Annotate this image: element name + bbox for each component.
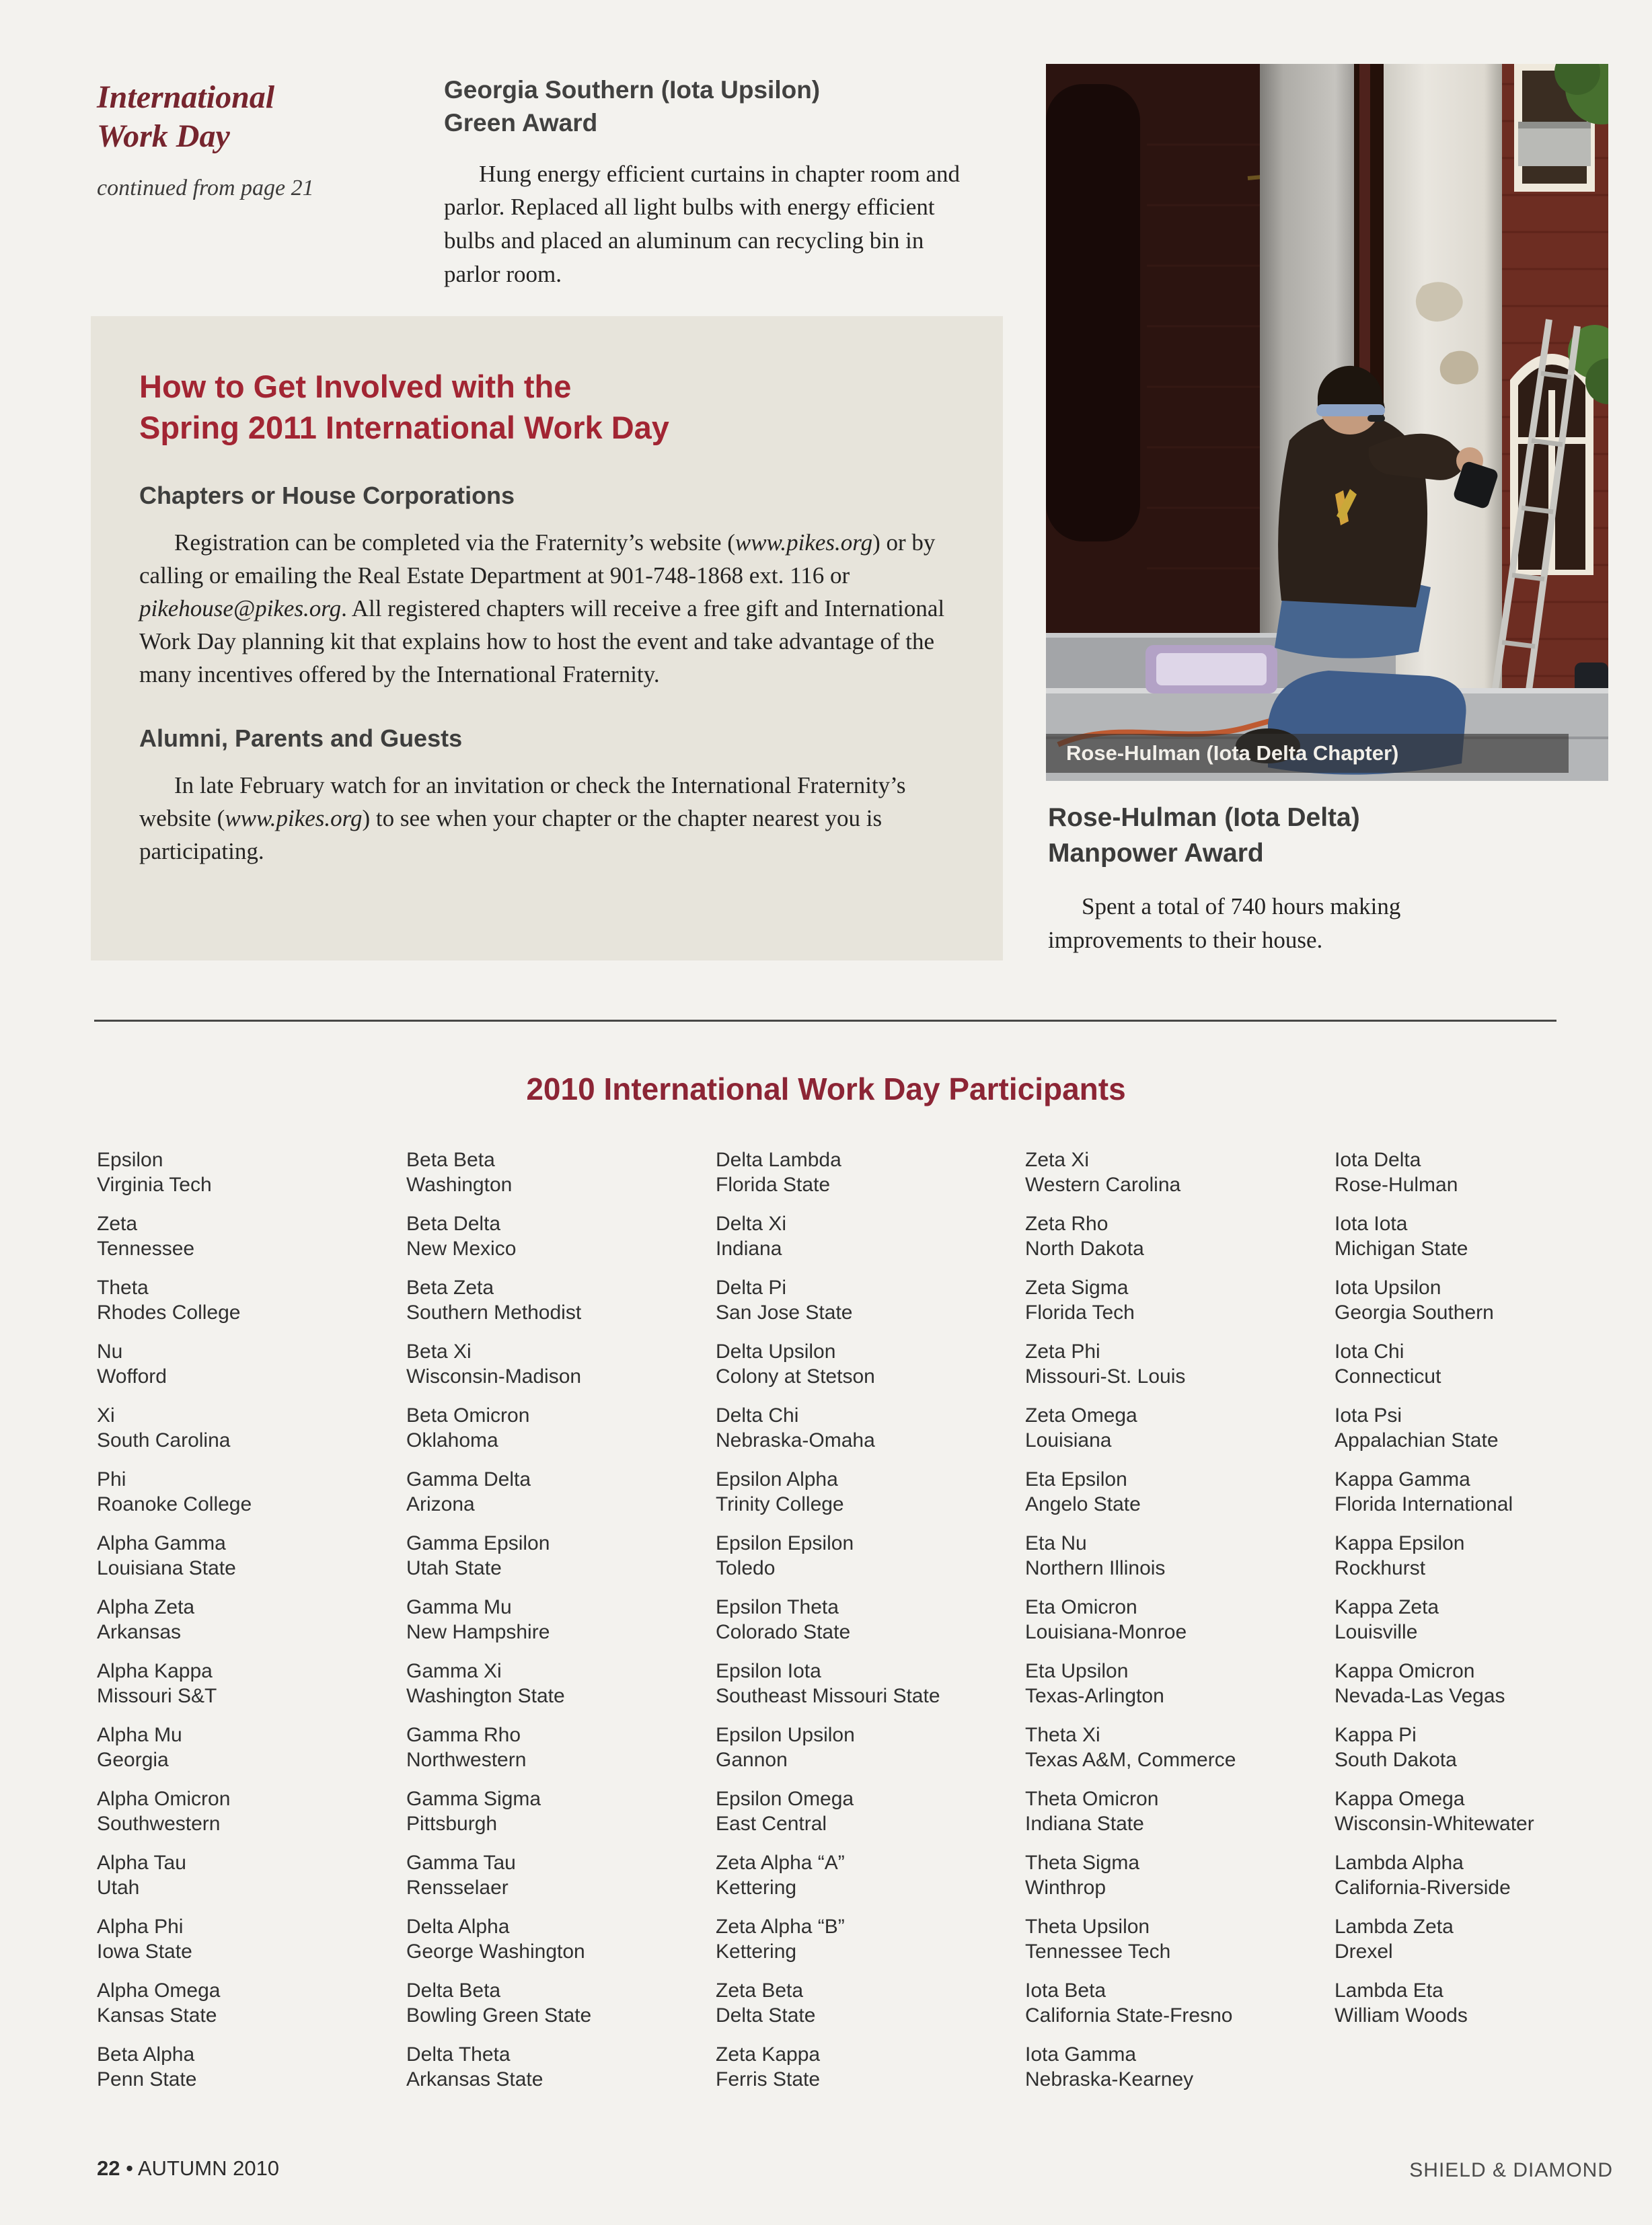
school-name: Nebraska-Omaha [716, 1429, 875, 1451]
chapter-name: Kappa Gamma [1335, 1468, 1470, 1491]
chapter-name: Theta Upsilon [1025, 1916, 1150, 1938]
school-name: Virginia Tech [97, 1174, 212, 1196]
school-name: North Dakota [1025, 1238, 1144, 1260]
school-name: Kettering [716, 1877, 797, 1899]
school-name: Southwestern [97, 1813, 221, 1835]
photo-caption: Rose-Hulman (Iota Delta Chapter) [1046, 734, 1569, 773]
school-name: Colorado State [716, 1621, 851, 1643]
chapter-name: Zeta Xi [1025, 1149, 1090, 1171]
participants-grid [97, 1147, 1645, 2106]
chapter-name: Zeta Alpha “A” [716, 1852, 845, 1874]
participant-entry [406, 1850, 716, 1900]
participant-entry [1335, 1850, 1644, 1900]
chapter-name: Iota Gamma [1025, 2043, 1137, 2066]
participants-title: 2010 International Work Day Participants [526, 1071, 1126, 1106]
school-name: Louisiana [1025, 1429, 1112, 1451]
how-to-get-involved-box [91, 316, 1003, 960]
chapter-name: Delta Lambda [716, 1149, 841, 1171]
green-award-body: Hung energy efficient curtains in chapter room and parlor. Replaced all light bulbs with energy efficient bulbs and placed an aluminum can recycling bin in parlor room. [444, 160, 960, 287]
chapter-name: Alpha Zeta [97, 1596, 195, 1618]
participants-column [406, 1147, 716, 2106]
chapter-name: Delta Upsilon [716, 1341, 836, 1363]
school-name: Delta State [716, 2004, 816, 2027]
school-name: Kansas State [97, 2004, 217, 2027]
article-title-line2: Work Day [97, 118, 230, 154]
chapter-name: Gamma Xi [406, 1660, 502, 1682]
chapter-name: Delta Chi [716, 1404, 799, 1427]
chapter-name: Zeta Alpha “B” [716, 1916, 845, 1938]
participant-entry [716, 1211, 1025, 1261]
school-name: Rensselaer [406, 1877, 509, 1899]
chapter-name: Theta Omicron [1025, 1788, 1159, 1810]
chapter-name: Kappa Epsilon [1335, 1532, 1465, 1554]
school-name: Louisiana State [97, 1557, 236, 1579]
chapter-name: Phi [97, 1468, 126, 1491]
participant-entry [1335, 1723, 1644, 1772]
school-name: New Mexico [406, 1238, 517, 1260]
participant-entry [716, 1339, 1025, 1389]
footer-separator: • [126, 2156, 133, 2180]
chapter-name: Beta Alpha [97, 2043, 195, 2066]
chapter-name: Kappa Pi [1335, 1724, 1417, 1746]
chapter-name: Gamma Epsilon [406, 1532, 550, 1554]
school-name: San Jose State [716, 1302, 853, 1324]
chapter-name: Beta Zeta [406, 1277, 494, 1299]
chapter-name: Iota Delta [1335, 1149, 1421, 1171]
chapter-name: Theta Xi [1025, 1724, 1100, 1746]
participant-entry [716, 1595, 1025, 1645]
alumni-subhead: Alumni, Parents and Guests [139, 724, 463, 753]
chapter-name: Eta Omicron [1025, 1596, 1137, 1618]
participant-entry [406, 1659, 716, 1708]
participant-entry [1335, 1531, 1644, 1581]
school-name: Georgia [97, 1749, 169, 1771]
chapter-name: Delta Xi [716, 1213, 787, 1235]
participant-entry [1335, 1275, 1644, 1325]
chapter-name: Alpha Kappa [97, 1660, 213, 1682]
chapter-name: Kappa Omega [1335, 1788, 1465, 1810]
chapter-name: Beta Omicron [406, 1404, 530, 1427]
participant-entry [1335, 1147, 1644, 1197]
school-name: George Washington [406, 1940, 585, 1963]
school-name: Drexel [1335, 1940, 1393, 1963]
participant-entry [97, 2042, 406, 2092]
school-name: East Central [716, 1813, 827, 1835]
participant-entry [97, 1595, 406, 1645]
school-name: Utah [97, 1877, 140, 1899]
participant-entry [97, 1723, 406, 1772]
participant-entry [716, 1850, 1025, 1900]
participant-entry [1025, 1339, 1335, 1389]
participant-entry [97, 1211, 406, 1261]
green-award-heading [444, 74, 996, 140]
participants-column [97, 1147, 406, 2106]
school-name: Connecticut [1335, 1365, 1441, 1388]
chapter-name: Delta Beta [406, 1979, 501, 2002]
school-name: Gannon [716, 1749, 788, 1771]
school-name: Texas-Arlington [1025, 1685, 1164, 1707]
school-name: Rockhurst [1335, 1557, 1426, 1579]
chapter-name: Nu [97, 1341, 123, 1363]
participant-entry [1335, 1659, 1644, 1708]
school-name: Michigan State [1335, 1238, 1468, 1260]
participant-entry [406, 1403, 716, 1453]
participant-entry [406, 1275, 716, 1325]
school-name: Arizona [406, 1493, 475, 1515]
participant-entry [97, 1275, 406, 1325]
chapter-name: Delta Alpha [406, 1916, 510, 1938]
chapter-name: Iota Iota [1335, 1213, 1408, 1235]
school-name: Angelo State [1025, 1493, 1141, 1515]
school-name: South Carolina [97, 1429, 231, 1451]
chapter-name: Iota Psi [1335, 1404, 1402, 1427]
chapter-name: Alpha Omicron [97, 1788, 231, 1810]
school-name: Louisiana-Monroe [1025, 1621, 1187, 1643]
chapter-name: Iota Upsilon [1335, 1277, 1441, 1299]
participant-entry [97, 1147, 406, 1197]
school-name: Rose-Hulman [1335, 1174, 1458, 1196]
participants-column [716, 1147, 1025, 2106]
school-name: Florida International [1335, 1493, 1513, 1515]
participant-entry [406, 1531, 716, 1581]
article-title-line1: International [97, 79, 275, 115]
chapter-name: Delta Theta [406, 2043, 511, 2066]
school-name: Trinity College [716, 1493, 844, 1515]
participant-entry [406, 1786, 716, 1836]
manpower-body: Spent a total of 740 hours making improvements to their house. [1048, 893, 1401, 953]
participant-entry [1025, 1595, 1335, 1645]
school-name: Indiana State [1025, 1813, 1144, 1835]
work-day-photo-figure [1046, 64, 1608, 781]
participant-entry [716, 1786, 1025, 1836]
participant-entry [716, 1147, 1025, 1197]
chapter-name: Theta [97, 1277, 149, 1299]
school-name: Oklahoma [406, 1429, 498, 1451]
green-award-heading-line2: Green Award [444, 108, 598, 137]
participant-entry [1335, 1978, 1644, 2028]
school-name: Penn State [97, 2068, 197, 2090]
school-name: William Woods [1335, 2004, 1468, 2027]
participant-entry [406, 1914, 716, 1964]
school-name: Western Carolina [1025, 1174, 1181, 1196]
participant-entry [406, 1211, 716, 1261]
school-name: Pittsburgh [406, 1813, 498, 1835]
participant-entry [97, 1531, 406, 1581]
participant-entry [1025, 1978, 1335, 2028]
chapter-name: Lambda Eta [1335, 1979, 1443, 2002]
participant-entry [716, 1914, 1025, 1964]
participant-entry [406, 2042, 716, 2092]
participant-entry [1335, 1467, 1644, 1517]
school-name: Kettering [716, 1940, 797, 1963]
involved-box-heading-line2: Spring 2011 International Work Day [139, 410, 669, 446]
chapter-name: Alpha Mu [97, 1724, 182, 1746]
chapter-name: Alpha Phi [97, 1916, 184, 1938]
participant-entry [1025, 1723, 1335, 1772]
chapter-name: Epsilon Epsilon [716, 1532, 854, 1554]
participant-entry [716, 1659, 1025, 1708]
school-name: Winthrop [1025, 1877, 1106, 1899]
school-name: Appalachian State [1335, 1429, 1499, 1451]
green-award-section [444, 74, 996, 291]
chapter-name: Alpha Omega [97, 1979, 221, 2002]
chapter-name: Alpha Gamma [97, 1532, 226, 1554]
chapter-name: Theta Sigma [1025, 1852, 1140, 1874]
school-name: Wisconsin-Madison [406, 1365, 582, 1388]
school-name: Iowa State [97, 1940, 192, 1963]
participant-entry [1335, 1786, 1644, 1836]
chapter-name: Epsilon Theta [716, 1596, 839, 1618]
participant-entry [716, 1978, 1025, 2028]
participant-entry [1025, 1467, 1335, 1517]
chapter-name: Lambda Zeta [1335, 1916, 1454, 1938]
work-day-photo [1046, 64, 1608, 781]
chapter-name: Zeta Phi [1025, 1341, 1100, 1363]
chapter-name: Eta Upsilon [1025, 1660, 1129, 1682]
school-name: Louisville [1335, 1621, 1418, 1643]
participant-entry [406, 1339, 716, 1389]
participant-entry [97, 1659, 406, 1708]
chapter-name: Gamma Delta [406, 1468, 531, 1491]
participant-entry [1025, 1531, 1335, 1581]
participant-entry [97, 1914, 406, 1964]
school-name: Utah State [406, 1557, 502, 1579]
school-name: Northwestern [406, 1749, 527, 1771]
page-number: 22 [97, 2156, 120, 2180]
school-name: California-Riverside [1335, 1877, 1511, 1899]
participant-entry [97, 1467, 406, 1517]
participant-entry [716, 1723, 1025, 1772]
school-name: Bowling Green State [406, 2004, 592, 2027]
school-name: Washington State [406, 1685, 565, 1707]
chapter-name: Zeta Sigma [1025, 1277, 1129, 1299]
participant-entry [1025, 1659, 1335, 1708]
chapter-name: Gamma Rho [406, 1724, 521, 1746]
manpower-heading [1048, 800, 1532, 871]
chapter-name: Zeta Rho [1025, 1213, 1109, 1235]
school-name: Toledo [716, 1557, 776, 1579]
participants-column [1025, 1147, 1335, 2106]
chapter-name: Zeta Beta [716, 1979, 804, 2002]
participant-entry [1025, 1275, 1335, 1325]
school-name: Arkansas [97, 1621, 182, 1643]
participant-entry [1025, 2042, 1335, 2092]
school-name: Indiana [716, 1238, 782, 1260]
participant-entry [97, 1850, 406, 1900]
participant-entry [716, 1403, 1025, 1453]
footer-issue: AUTUMN 2010 [137, 2156, 280, 2180]
participant-entry [1335, 1595, 1644, 1645]
participant-entry [97, 1978, 406, 2028]
chapters-subhead: Chapters or House Corporations [139, 482, 515, 510]
school-name: Rhodes College [97, 1302, 241, 1324]
chapter-name: Delta Pi [716, 1277, 787, 1299]
chapter-name: Iota Chi [1335, 1341, 1404, 1363]
chapter-name: Epsilon Upsilon [716, 1724, 855, 1746]
participant-entry [406, 1595, 716, 1645]
manpower-heading-line2: Manpower Award [1048, 838, 1264, 868]
chapter-name: Epsilon [97, 1149, 163, 1171]
chapter-name: Gamma Mu [406, 1596, 512, 1618]
participant-entry [406, 1723, 716, 1772]
participant-entry [1335, 1339, 1644, 1389]
article-title [97, 78, 413, 155]
school-name: Texas A&M, Commerce [1025, 1749, 1236, 1771]
green-award-heading-line1: Georgia Southern (Iota Upsilon) [444, 76, 821, 104]
chapter-name: Epsilon Omega [716, 1788, 854, 1810]
school-name: Roanoke College [97, 1493, 252, 1515]
manpower-award-section [1048, 800, 1532, 957]
school-name: Tennessee [97, 1238, 195, 1260]
school-name: Southern Methodist [406, 1302, 582, 1324]
school-name: Florida Tech [1025, 1302, 1135, 1324]
school-name: Florida State [716, 1174, 831, 1196]
chapters-paragraph: Registration can be completed via the Fraternity’s website (www.pikes.org) or by calling or emailing the Real Estate Department at 901-748-1868 ext. 116 or pikehouse@pikes.org. All registered chapters will receive a free gift and International Work Day planning kit that explains how to host the event and take advantage of the many incentives offered by the International Fraternity. [139, 529, 945, 688]
participant-entry [1025, 1786, 1335, 1836]
school-name: Tennessee Tech [1025, 1940, 1171, 1963]
school-name: Colony at Stetson [716, 1365, 875, 1388]
school-name: Washington [406, 1174, 513, 1196]
participant-entry [97, 1339, 406, 1389]
section-divider [94, 1020, 1556, 1022]
chapter-name: Zeta [97, 1213, 138, 1235]
continued-note: continued from page 21 [97, 176, 314, 201]
participant-entry [1335, 1211, 1644, 1261]
participant-entry [97, 1786, 406, 1836]
chapter-name: Epsilon Alpha [716, 1468, 838, 1491]
school-name: Nevada-Las Vegas [1335, 1685, 1505, 1707]
school-name: Nebraska-Kearney [1025, 2068, 1194, 2090]
participant-entry [716, 1275, 1025, 1325]
chapter-name: Kappa Omicron [1335, 1660, 1475, 1682]
involved-box-heading-line1: How to Get Involved with the [139, 369, 572, 404]
participant-entry [406, 1467, 716, 1517]
participants-column [1335, 1147, 1644, 2106]
school-name: Southeast Missouri State [716, 1685, 940, 1707]
participant-entry [97, 1403, 406, 1453]
participant-entry [1025, 1914, 1335, 1964]
manpower-heading-line1: Rose-Hulman (Iota Delta) [1048, 803, 1360, 832]
chapter-name: Eta Epsilon [1025, 1468, 1127, 1491]
continued-article-masthead [97, 78, 413, 201]
participant-entry [1025, 1850, 1335, 1900]
participant-entry [1335, 1403, 1644, 1453]
chapter-name: Eta Nu [1025, 1532, 1087, 1554]
chapter-name: Beta Xi [406, 1341, 472, 1363]
participant-entry [1025, 1147, 1335, 1197]
chapter-name: Lambda Alpha [1335, 1852, 1464, 1874]
participant-entry [716, 1531, 1025, 1581]
chapter-name: Alpha Tau [97, 1852, 186, 1874]
school-name: Missouri S&T [97, 1685, 217, 1707]
chapter-name: Epsilon Iota [716, 1660, 821, 1682]
chapter-name: Gamma Sigma [406, 1788, 541, 1810]
chapter-name: Xi [97, 1404, 115, 1427]
chapter-name: Beta Beta [406, 1149, 495, 1171]
participant-entry [1025, 1403, 1335, 1453]
magazine-name: SHIELD & DIAMOND [1409, 2159, 1613, 2181]
chapter-name: Beta Delta [406, 1213, 501, 1235]
school-name: New Hampshire [406, 1621, 550, 1643]
school-name: Arkansas State [406, 2068, 543, 2090]
chapter-name: Zeta Omega [1025, 1404, 1137, 1427]
footer-folio [97, 2156, 279, 2181]
participant-entry [406, 1147, 716, 1197]
involved-box-heading [139, 366, 956, 448]
school-name: Wofford [97, 1365, 167, 1388]
school-name: South Dakota [1335, 1749, 1457, 1771]
school-name: Missouri-St. Louis [1025, 1365, 1186, 1388]
chapter-name: Zeta Kappa [716, 2043, 821, 2066]
school-name: Northern Illinois [1025, 1557, 1166, 1579]
participant-entry [406, 1978, 716, 2028]
participant-entry [716, 1467, 1025, 1517]
chapter-name: Gamma Tau [406, 1852, 516, 1874]
chapter-name: Kappa Zeta [1335, 1596, 1439, 1618]
participant-entry [1335, 1914, 1644, 1964]
school-name: California State-Fresno [1025, 2004, 1233, 2027]
school-name: Ferris State [716, 2068, 821, 2090]
school-name: Wisconsin-Whitewater [1335, 1813, 1534, 1835]
school-name: Georgia Southern [1335, 1302, 1494, 1324]
participant-entry [716, 2042, 1025, 2092]
alumni-paragraph: In late February watch for an invitation or check the International Fraternity’s website (www.pikes.org) to see when your chapter or the chapter nearest you is participating. [139, 772, 906, 865]
participant-entry [1025, 1211, 1335, 1261]
chapter-name: Iota Beta [1025, 1979, 1106, 2002]
